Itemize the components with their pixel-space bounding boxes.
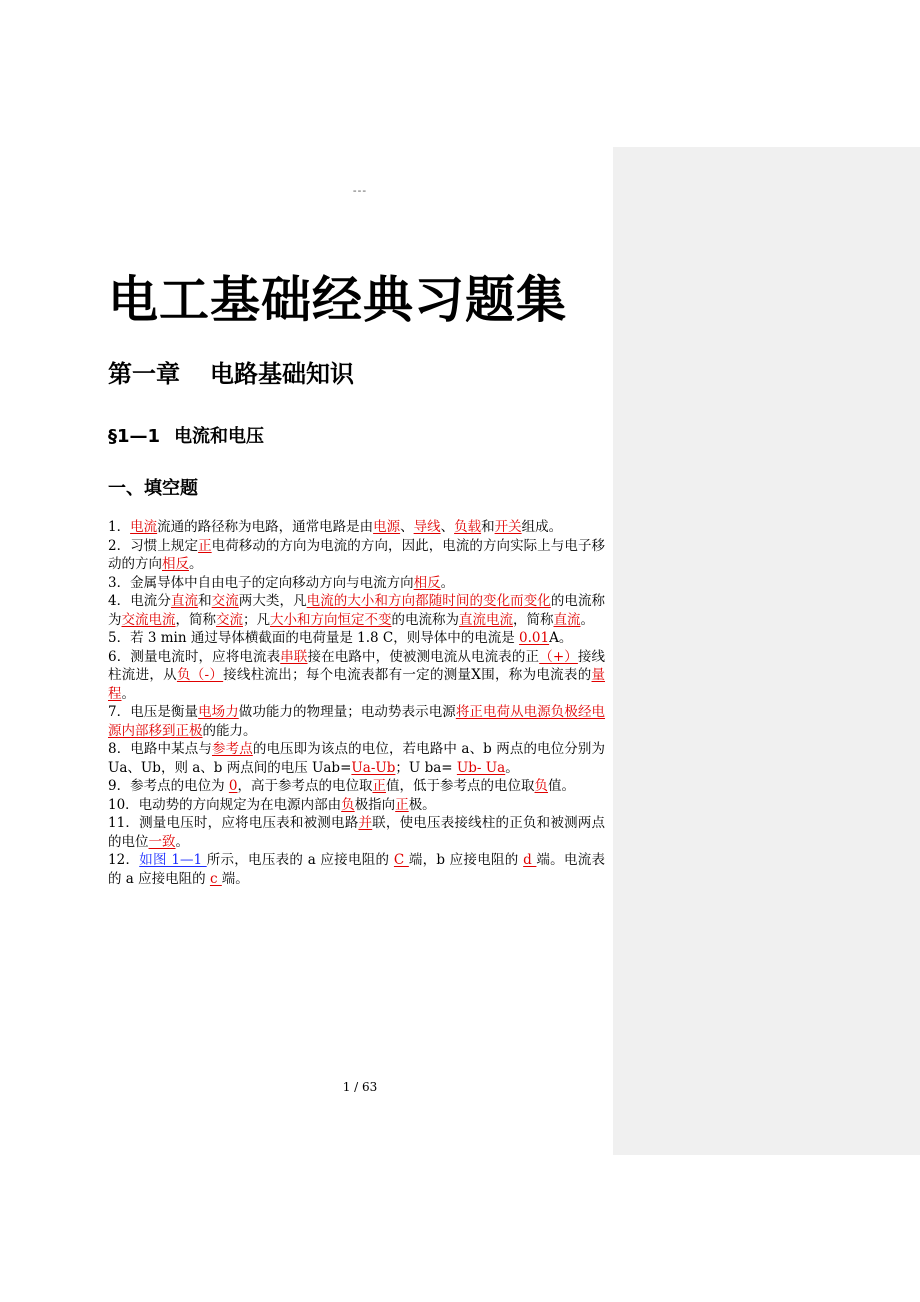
page-number: 1 / 63	[342, 1080, 378, 1094]
question-text: 极指向	[354, 796, 396, 813]
answer-blank: 0	[228, 778, 238, 794]
answer-blank: Ub- Ua	[456, 759, 506, 776]
question-text: 9．参考点的电位为	[108, 778, 229, 794]
answer-blank: 一致	[148, 833, 176, 850]
question-item	[108, 592, 605, 629]
question-text: 、	[400, 519, 414, 535]
question-text: 联，使电压表接线柱的正负和被测两点的电位	[108, 815, 606, 850]
answer-blank: C	[393, 852, 409, 868]
question-text: 接在电路中，使被测电流从电流表的正	[307, 648, 540, 665]
figure-reference-link[interactable]: 如图 1—1	[139, 852, 207, 868]
question-text: 的电流称为	[108, 593, 606, 628]
question-item	[108, 574, 605, 593]
question-item	[108, 648, 605, 704]
answer-blank: 0.01	[519, 630, 550, 646]
answer-blank: 开关	[494, 519, 522, 535]
comment-pane	[613, 147, 920, 1155]
question-list	[108, 518, 605, 888]
answer-blank: 负	[534, 778, 548, 794]
question-text: 4．电流分	[108, 593, 171, 609]
chapter-name: 电路基础知识	[210, 360, 354, 388]
answer-blank: （+）	[539, 648, 578, 665]
section-heading	[108, 422, 264, 448]
question-text: 电荷移动的方向为电流的方向，因此，电流的方向实际上与电子移动的方向	[108, 537, 606, 572]
question-item	[108, 629, 605, 648]
question-text: ，简称	[513, 611, 554, 628]
document-title: 电工基础经典习题集	[108, 271, 567, 329]
answer-blank: 将正电荷从电源负极经电源内部移到正极	[108, 704, 606, 739]
answer-blank: 电流	[130, 519, 158, 535]
question-text: 接线柱流进，从	[108, 648, 606, 683]
question-item	[108, 814, 605, 851]
question-text: A。	[549, 630, 573, 646]
chapter-heading	[108, 354, 354, 389]
answer-blank: 并	[358, 815, 373, 831]
answer-blank: 导线	[413, 519, 441, 535]
question-text: 。	[505, 759, 519, 776]
question-text: 做功能力的物理量；电动势表示电源	[238, 704, 456, 720]
question-text: 组成。	[521, 519, 563, 535]
question-text: 7．电压是衡量	[108, 704, 199, 720]
answer-blank: 串联	[280, 648, 308, 665]
question-text: 端。电流表的 a 应接电阻的	[108, 852, 606, 887]
question-text: 、	[440, 519, 455, 535]
question-item	[108, 703, 605, 740]
answer-blank: 电源	[373, 519, 401, 535]
question-text: ，简称	[175, 611, 216, 628]
question-text: 所示，电压表的 a 应接电阻的	[206, 852, 394, 868]
answer-blank: 电场力	[198, 704, 239, 720]
answer-blank: 正	[372, 778, 386, 794]
answer-blank: 正	[198, 537, 212, 554]
answer-blank: 直流	[170, 593, 199, 609]
chapter-number: 第一章	[108, 360, 180, 388]
question-item	[108, 537, 605, 574]
question-text: 端。	[221, 870, 249, 887]
section-name: 电流和电压	[174, 426, 265, 447]
question-text: 11．测量电压时，应将电压表和被测电路	[108, 815, 359, 831]
answer-blank: d	[523, 852, 537, 868]
answer-blank: 电流的大小和方向都随时间的变化而变化	[306, 593, 551, 609]
question-text: 端，b 应接电阻的	[408, 852, 524, 868]
answer-blank: 交流电流	[121, 611, 176, 628]
question-text: 极。	[408, 796, 436, 813]
question-text: 和	[198, 593, 212, 609]
question-text: 的电流称为	[391, 611, 459, 628]
answer-blank: 直流	[553, 611, 581, 628]
page-header-mark: ---	[352, 184, 368, 197]
question-text: 值，低于参考点的电位取	[385, 778, 535, 794]
question-text: ；U ba=	[395, 759, 457, 776]
question-text: 1．	[108, 519, 131, 535]
answer-blank: 直流电流	[459, 611, 513, 628]
answer-blank: 正	[395, 796, 409, 813]
question-text: 5．若 3 min 通过导体横截面的电荷量是 1.8 C，则导体中的电流是	[108, 630, 520, 646]
answer-blank: 交流	[211, 593, 239, 609]
question-text: 两大类，凡	[238, 593, 307, 609]
question-text: 的电压即为该点的电位，若电路中 a、b 两点的电位分别为 Ua、Ub，则 a、b 两点间的电压 Uab=	[108, 741, 605, 776]
question-item	[108, 518, 605, 537]
question-text: 流通的路径称为电路，通常电路是由	[157, 519, 374, 535]
question-text: 6．测量电流时，应将电流表	[108, 648, 281, 665]
question-text: 8．电路中某点与	[108, 741, 212, 757]
question-text: 。	[121, 685, 135, 702]
answer-blank: 负载	[454, 519, 482, 535]
question-text: 。	[175, 833, 189, 850]
question-text: 的能力。	[202, 722, 257, 739]
question-item	[108, 796, 605, 815]
answer-blank: 相反	[162, 556, 189, 572]
answer-blank: c	[209, 870, 222, 887]
answer-blank: 交流	[216, 611, 243, 628]
question-text: 和	[481, 519, 495, 535]
answer-blank: 相反	[413, 574, 441, 591]
question-text: 。	[189, 556, 203, 572]
question-text: 3．金属导体中自由电子的定向移动方向与电流方向	[108, 574, 414, 591]
answer-blank: 大小和方向恒定不变	[270, 611, 392, 628]
question-item	[108, 740, 605, 777]
question-text: 接线柱流出；每个电流表都有一定的测量X围，称为电流表的	[223, 667, 592, 683]
answer-blank: 负	[341, 796, 355, 813]
question-text: 12．	[108, 852, 140, 868]
question-text: 值。	[547, 778, 575, 794]
answer-blank: 参考点	[211, 741, 253, 757]
question-text: ，高于参考点的电位取	[237, 778, 373, 794]
answer-blank: Ua-Ub	[351, 759, 396, 776]
section-number: §1—1	[108, 426, 161, 447]
subsection-heading: 一、填空题	[108, 478, 198, 499]
question-text: ；凡	[243, 611, 270, 628]
question-item	[108, 777, 605, 796]
answer-blank: 负（-）	[176, 667, 224, 683]
question-text: 。	[440, 574, 455, 591]
question-item	[108, 851, 605, 888]
question-text: 10．电动势的方向规定为在电源内部由	[108, 796, 342, 813]
question-text: 。	[580, 611, 594, 628]
question-text: 2．习惯上规定	[108, 537, 199, 554]
answer-blank: 量程	[108, 667, 606, 702]
